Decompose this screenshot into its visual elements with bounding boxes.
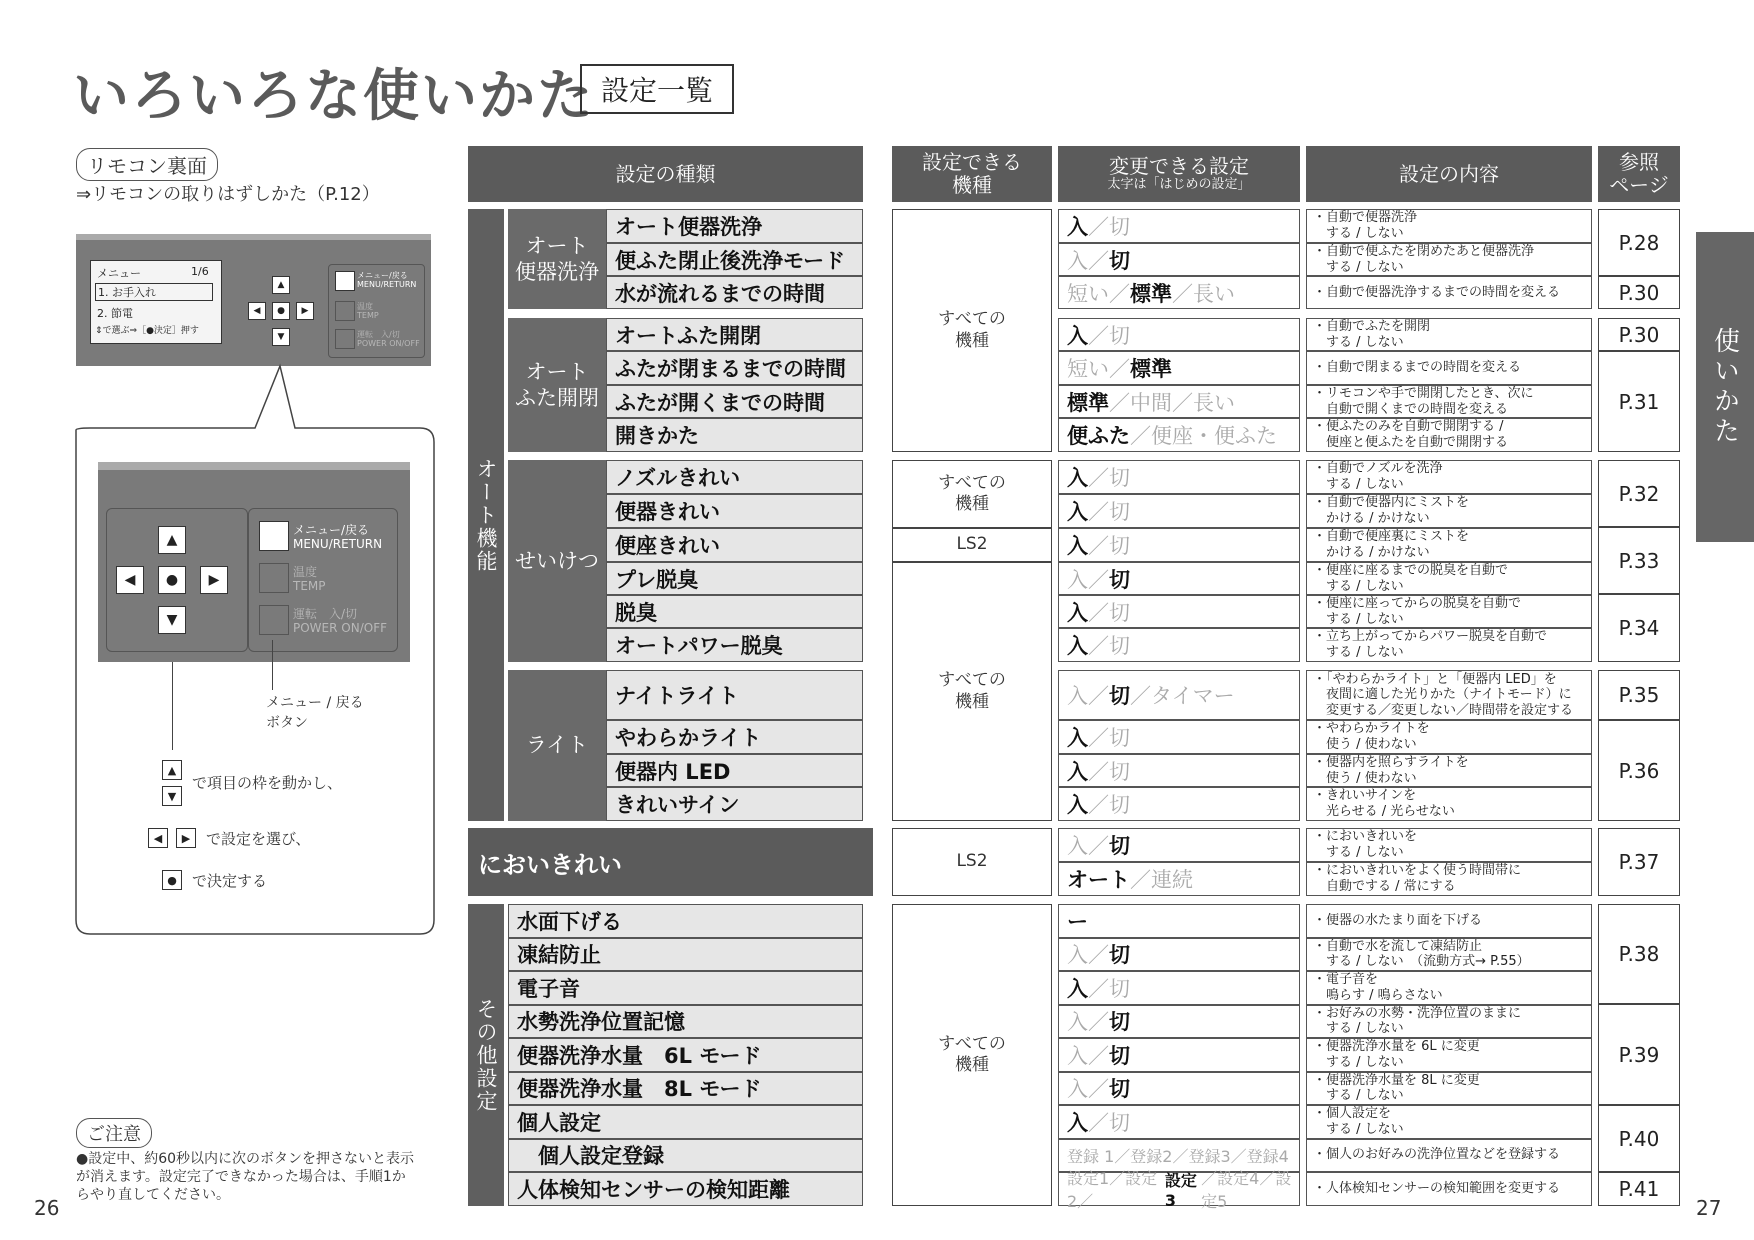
header-ref: 参照 ページ <box>1598 146 1680 202</box>
lcd-menu-text: メニュー <box>97 267 141 280</box>
page-number-left: 26 <box>34 1196 60 1220</box>
instr-right-icon: ▶ <box>176 828 196 848</box>
ref-p36[interactable]: P.36 <box>1598 720 1680 821</box>
ref-p31[interactable]: P.31 <box>1598 351 1680 452</box>
odor-setting-1[interactable]: 入／ 切 <box>1058 828 1300 862</box>
setting-item-name: 便器内 LED <box>606 754 863 787</box>
other-item-desc: ・電子音を 鳴らす / 鳴らさない <box>1306 971 1592 1005</box>
setting-item-desc: ・自動でノズルを洗浄 する / しない <box>1306 460 1592 494</box>
other-item-name: 電子音 <box>508 971 863 1005</box>
setting-item-value[interactable]: 入 ／切 <box>1058 787 1300 821</box>
setting-item-desc: ・自動で便ふたを閉めたあと便器洗浄 する / しない <box>1306 243 1592 276</box>
header-change: 変更できる設定 太字は「はじめの設定」 <box>1058 146 1300 202</box>
menu-return-button-small[interactable] <box>335 271 355 291</box>
remote-panel-zoom <box>98 462 410 662</box>
setting-item-name: ふたが開くまでの時間 <box>606 385 863 418</box>
ref-p41[interactable]: P.41 <box>1598 1172 1680 1206</box>
up-button-small[interactable]: ▲ <box>272 276 290 294</box>
header-content: 設定の内容 <box>1306 146 1592 202</box>
setting-item-value[interactable]: 入／ 切 ／タイマー <box>1058 670 1300 720</box>
setting-item-desc: ・自動で閉まるまでの時間を変える <box>1306 351 1592 385</box>
temp-label: 温度 TEMP <box>293 565 326 594</box>
model-all-2: すべての 機種 <box>892 460 1052 528</box>
page-subtitle: 設定一覧 <box>580 64 734 114</box>
setting-item-desc: ・きれいサインを 光らせる / 光らせない <box>1306 787 1592 821</box>
setting-item-name: オートふた開閉 <box>606 318 863 351</box>
model-all-1: すべての 機種 <box>892 209 1052 452</box>
ref-p35[interactable]: P.35 <box>1598 670 1680 720</box>
setting-item-value[interactable]: 入 ／切 <box>1058 494 1300 528</box>
center-button-small[interactable]: ● <box>272 302 290 320</box>
other-item-name: 人体検知センサーの検知距離 <box>508 1172 863 1206</box>
setting-item-name: きれいサイン <box>606 787 863 821</box>
category-other: その他設定 <box>468 904 504 1206</box>
remote-back-label: リモコン裏面 <box>76 148 218 181</box>
setting-item-value[interactable]: 入 ／切 <box>1058 209 1300 243</box>
setting-item-name: やわらかライト <box>606 720 863 754</box>
setting-item-value[interactable]: 入 ／切 <box>1058 528 1300 562</box>
instr-up-icon: ▲ <box>162 760 182 780</box>
temp-label-small: 温度 TEMP <box>357 302 379 320</box>
setting-item-value[interactable]: 短い／ 標準 ／長い <box>1058 276 1300 309</box>
left-button-small[interactable]: ◀ <box>248 302 266 320</box>
setting-item-desc: ・便座に座るまでの脱臭を自動で する / しない <box>1306 562 1592 595</box>
setting-item-desc: ・「やわらかライト」と「便器内 LED」を 夜間に適した光りかた（ナイトモード）に 変更する／変更しない／時間帯を設定する <box>1306 670 1592 720</box>
setting-item-desc: ・便器内を照らすライトを 使う / 使わない <box>1306 754 1592 787</box>
odor-desc-2: ・においきれいをよく使う時間帯に 自動でする / 常にする <box>1306 862 1592 896</box>
power-button-small[interactable] <box>335 329 355 349</box>
other-item-name: 便器洗浄水量 8L モード <box>508 1072 863 1106</box>
remote-panel-small <box>76 234 431 366</box>
remote-lcd <box>90 260 222 344</box>
model-ls2-a: LS2 <box>892 528 1052 562</box>
left-button[interactable]: ◀ <box>116 566 144 594</box>
caution-label: ご注意 <box>76 1118 152 1148</box>
lcd-hint: ⇕で選ぶ⇒［●決定］押す <box>95 326 199 336</box>
group-clean: せいけつ <box>508 460 606 662</box>
other-item-value[interactable]: 入／ 切 <box>1058 1005 1300 1039</box>
other-item-value[interactable]: 入／ 切 <box>1058 1038 1300 1072</box>
instr-left-icon: ◀ <box>148 828 168 848</box>
page-number-right: 27 <box>1696 1196 1722 1220</box>
lcd-page: 1/6 <box>191 265 209 278</box>
other-item-desc: ・自動で水を流して凍結防止 する / しない （流動方式→ P.55） <box>1306 938 1592 972</box>
model-all-3: すべての 機種 <box>892 562 1052 821</box>
setting-item-value[interactable]: 入 ／切 <box>1058 720 1300 754</box>
ref-p30a[interactable]: P.30 <box>1598 276 1680 309</box>
temp-button-small[interactable] <box>335 301 355 321</box>
other-item-name: 水勢洗浄位置記憶 <box>508 1005 863 1039</box>
setting-item-value[interactable]: 標準 ／中間／長い <box>1058 385 1300 418</box>
setting-item-value[interactable]: 入／ 切 <box>1058 562 1300 595</box>
power-label: 運転 入/切 POWER ON/OFF <box>293 607 387 636</box>
odor-setting-2[interactable]: オート ／連続 <box>1058 862 1300 896</box>
setting-item-name: ナイトライト <box>606 670 863 720</box>
down-button[interactable]: ▼ <box>158 606 186 634</box>
group-light: ライト <box>508 670 606 821</box>
other-item-value[interactable]: ー <box>1058 904 1300 938</box>
setting-item-value[interactable]: 入／ 切 <box>1058 243 1300 276</box>
ref-p30b[interactable]: P.30 <box>1598 318 1680 351</box>
other-item-name: 水面下げる <box>508 904 863 938</box>
menu-return-button[interactable] <box>259 521 289 551</box>
ref-p32[interactable]: P.32 <box>1598 460 1680 527</box>
right-button[interactable]: ▶ <box>200 566 228 594</box>
setting-item-desc: ・立ち上がってからパワー脱臭を自動で する / しない <box>1306 628 1592 662</box>
setting-item-name: ふたが閉まるまでの時間 <box>606 351 863 385</box>
other-item-value[interactable]: 入／ 切 <box>1058 938 1300 972</box>
instr-move: で項目の枠を動かし、 <box>192 774 343 792</box>
model-all-4: すべての 機種 <box>892 904 1052 1206</box>
instr-confirm: で決定する <box>192 872 268 890</box>
ref-p28[interactable]: P.28 <box>1598 209 1680 276</box>
other-item-value[interactable]: 入 ／切 <box>1058 1105 1300 1139</box>
other-item-desc: ・便器洗浄水量を 8L に変更 する / しない <box>1306 1072 1592 1106</box>
down-button-small[interactable]: ▼ <box>272 328 290 346</box>
setting-item-name: 開きかた <box>606 418 863 452</box>
other-item-value[interactable]: 入／ 切 <box>1058 1072 1300 1106</box>
setting-item-value[interactable]: 入 ／切 <box>1058 318 1300 351</box>
group-auto-lid: オート ふた開閉 <box>508 318 606 452</box>
other-item-name: 個人設定 <box>508 1105 863 1139</box>
center-button[interactable]: ● <box>158 566 186 594</box>
setting-item-desc: ・リモコンや手で開閉したとき、次に 自動で開くまでの時間を変える <box>1306 385 1592 418</box>
setting-item-value[interactable]: 短い／ 標準 <box>1058 351 1300 385</box>
other-item-value[interactable]: 登録 1／登録2／登録3／登録4 <box>1058 1139 1300 1173</box>
side-tab: 使いかた <box>1696 232 1754 542</box>
setting-item-desc: ・便ふたのみを自動で開閉する / 便座と便ふたを自動で開閉する <box>1306 418 1592 452</box>
odor-desc-1: ・においきれいを する / しない <box>1306 828 1592 862</box>
setting-item-value[interactable]: 入 ／切 <box>1058 754 1300 787</box>
power-button[interactable] <box>259 605 289 635</box>
setting-item-name: 脱臭 <box>606 595 863 628</box>
instr-down-icon: ▼ <box>162 786 182 806</box>
lcd-item-2: 2. 節電 <box>97 307 133 320</box>
header-kind: 設定の種類 <box>468 146 863 202</box>
other-item-desc: ・お好みの水勢・洗浄位置のままに する / しない <box>1306 1005 1592 1039</box>
setting-item-value[interactable]: 入 ／切 <box>1058 595 1300 628</box>
ref-p37[interactable]: P.37 <box>1598 828 1680 896</box>
setting-item-name: 便器きれい <box>606 494 863 528</box>
page-title: いろいろな使いかた <box>73 64 595 129</box>
menu-return-callout: メニュー / 戻る ボタン <box>266 695 364 731</box>
ref-p33[interactable]: P.33 <box>1598 527 1680 594</box>
setting-item-desc: ・やわらかライトを 使う / 使わない <box>1306 720 1592 754</box>
setting-item-name: 水が流れるまでの時間 <box>606 276 863 309</box>
other-item-name: 個人設定登録 <box>508 1139 863 1173</box>
other-item-desc: ・個人設定を する / しない <box>1306 1105 1592 1139</box>
setting-item-desc: ・便座に座ってからの脱臭を自動で する / しない <box>1306 595 1592 628</box>
setting-item-name: オートパワー脱臭 <box>606 628 863 662</box>
ref-p38[interactable]: P.38 <box>1598 904 1680 1004</box>
setting-item-name: プレ脱臭 <box>606 562 863 595</box>
instr-select: で設定を選び、 <box>206 830 311 848</box>
right-button-small[interactable]: ▶ <box>296 302 314 320</box>
setting-item-value[interactable]: 便ふた ／便座・便ふた <box>1058 418 1300 452</box>
setting-item-desc: ・自動で便器洗浄 する / しない <box>1306 209 1592 243</box>
setting-item-desc: ・自動で便器洗浄するまでの時間を変える <box>1306 276 1592 309</box>
other-item-desc: ・人体検知センサーの検知範囲を変更する <box>1306 1172 1592 1206</box>
ref-p40[interactable]: P.40 <box>1598 1105 1680 1172</box>
other-item-name: 凍結防止 <box>508 938 863 972</box>
setting-item-name: オート便器洗浄 <box>606 209 863 243</box>
other-item-value[interactable]: 設定1／設定2／ 設定3 ／設定4／設定5 <box>1058 1172 1300 1206</box>
setting-item-desc: ・自動で便器内にミストを かける / かけない <box>1306 494 1592 528</box>
other-item-value[interactable]: 入 ／切 <box>1058 971 1300 1005</box>
ref-p39[interactable]: P.39 <box>1598 1004 1680 1105</box>
setting-item-name: 便ふた閉止後洗浄モード <box>606 243 863 276</box>
up-button[interactable]: ▲ <box>158 526 186 554</box>
other-item-desc: ・個人のお好みの洗浄位置などを登録する <box>1306 1139 1592 1173</box>
other-item-desc: ・便器洗浄水量を 6L に変更 する / しない <box>1306 1038 1592 1072</box>
other-item-name: 便器洗浄水量 6L モード <box>508 1038 863 1072</box>
menu-return-label: メニュー/戻る MENU/RETURN <box>293 523 383 552</box>
setting-item-name: 便座きれい <box>606 528 863 562</box>
setting-item-desc: ・自動でふたを開閉 する / しない <box>1306 318 1592 351</box>
menu-return-label-small: メニュー/戻る MENU/RETURN <box>357 271 417 289</box>
model-ls2-b: LS2 <box>892 828 1052 896</box>
remote-removal-link[interactable]: ⇒リモコンの取りはずしかた（P.12） <box>76 184 380 205</box>
instr-center-icon: ● <box>162 870 182 890</box>
setting-item-value[interactable]: 入 ／切 <box>1058 628 1300 662</box>
caution-text: ●設定中、約60秒以内に次のボタンを押さないと表示が消えます。設定完了できなかった場合は、手順1からやり直してください。 <box>76 1151 415 1204</box>
ref-p34[interactable]: P.34 <box>1598 594 1680 662</box>
power-label-small: 運転 入/切 POWER ON/OFF <box>357 330 420 348</box>
temp-button[interactable] <box>259 563 289 593</box>
setting-item-value[interactable]: 入 ／切 <box>1058 460 1300 494</box>
other-item-desc: ・便器の水たまり面を下げる <box>1306 904 1592 938</box>
header-model: 設定できる 機種 <box>892 146 1052 202</box>
odor-name: においきれい <box>468 828 873 896</box>
group-auto-flush: オート 便器洗浄 <box>508 209 606 309</box>
category-auto: オート機能 <box>468 209 504 821</box>
setting-item-name: ノズルきれい <box>606 460 863 494</box>
lcd-item-1: 1. お手入れ <box>95 283 213 301</box>
setting-item-desc: ・自動で便座裏にミストを かける / かけない <box>1306 528 1592 562</box>
